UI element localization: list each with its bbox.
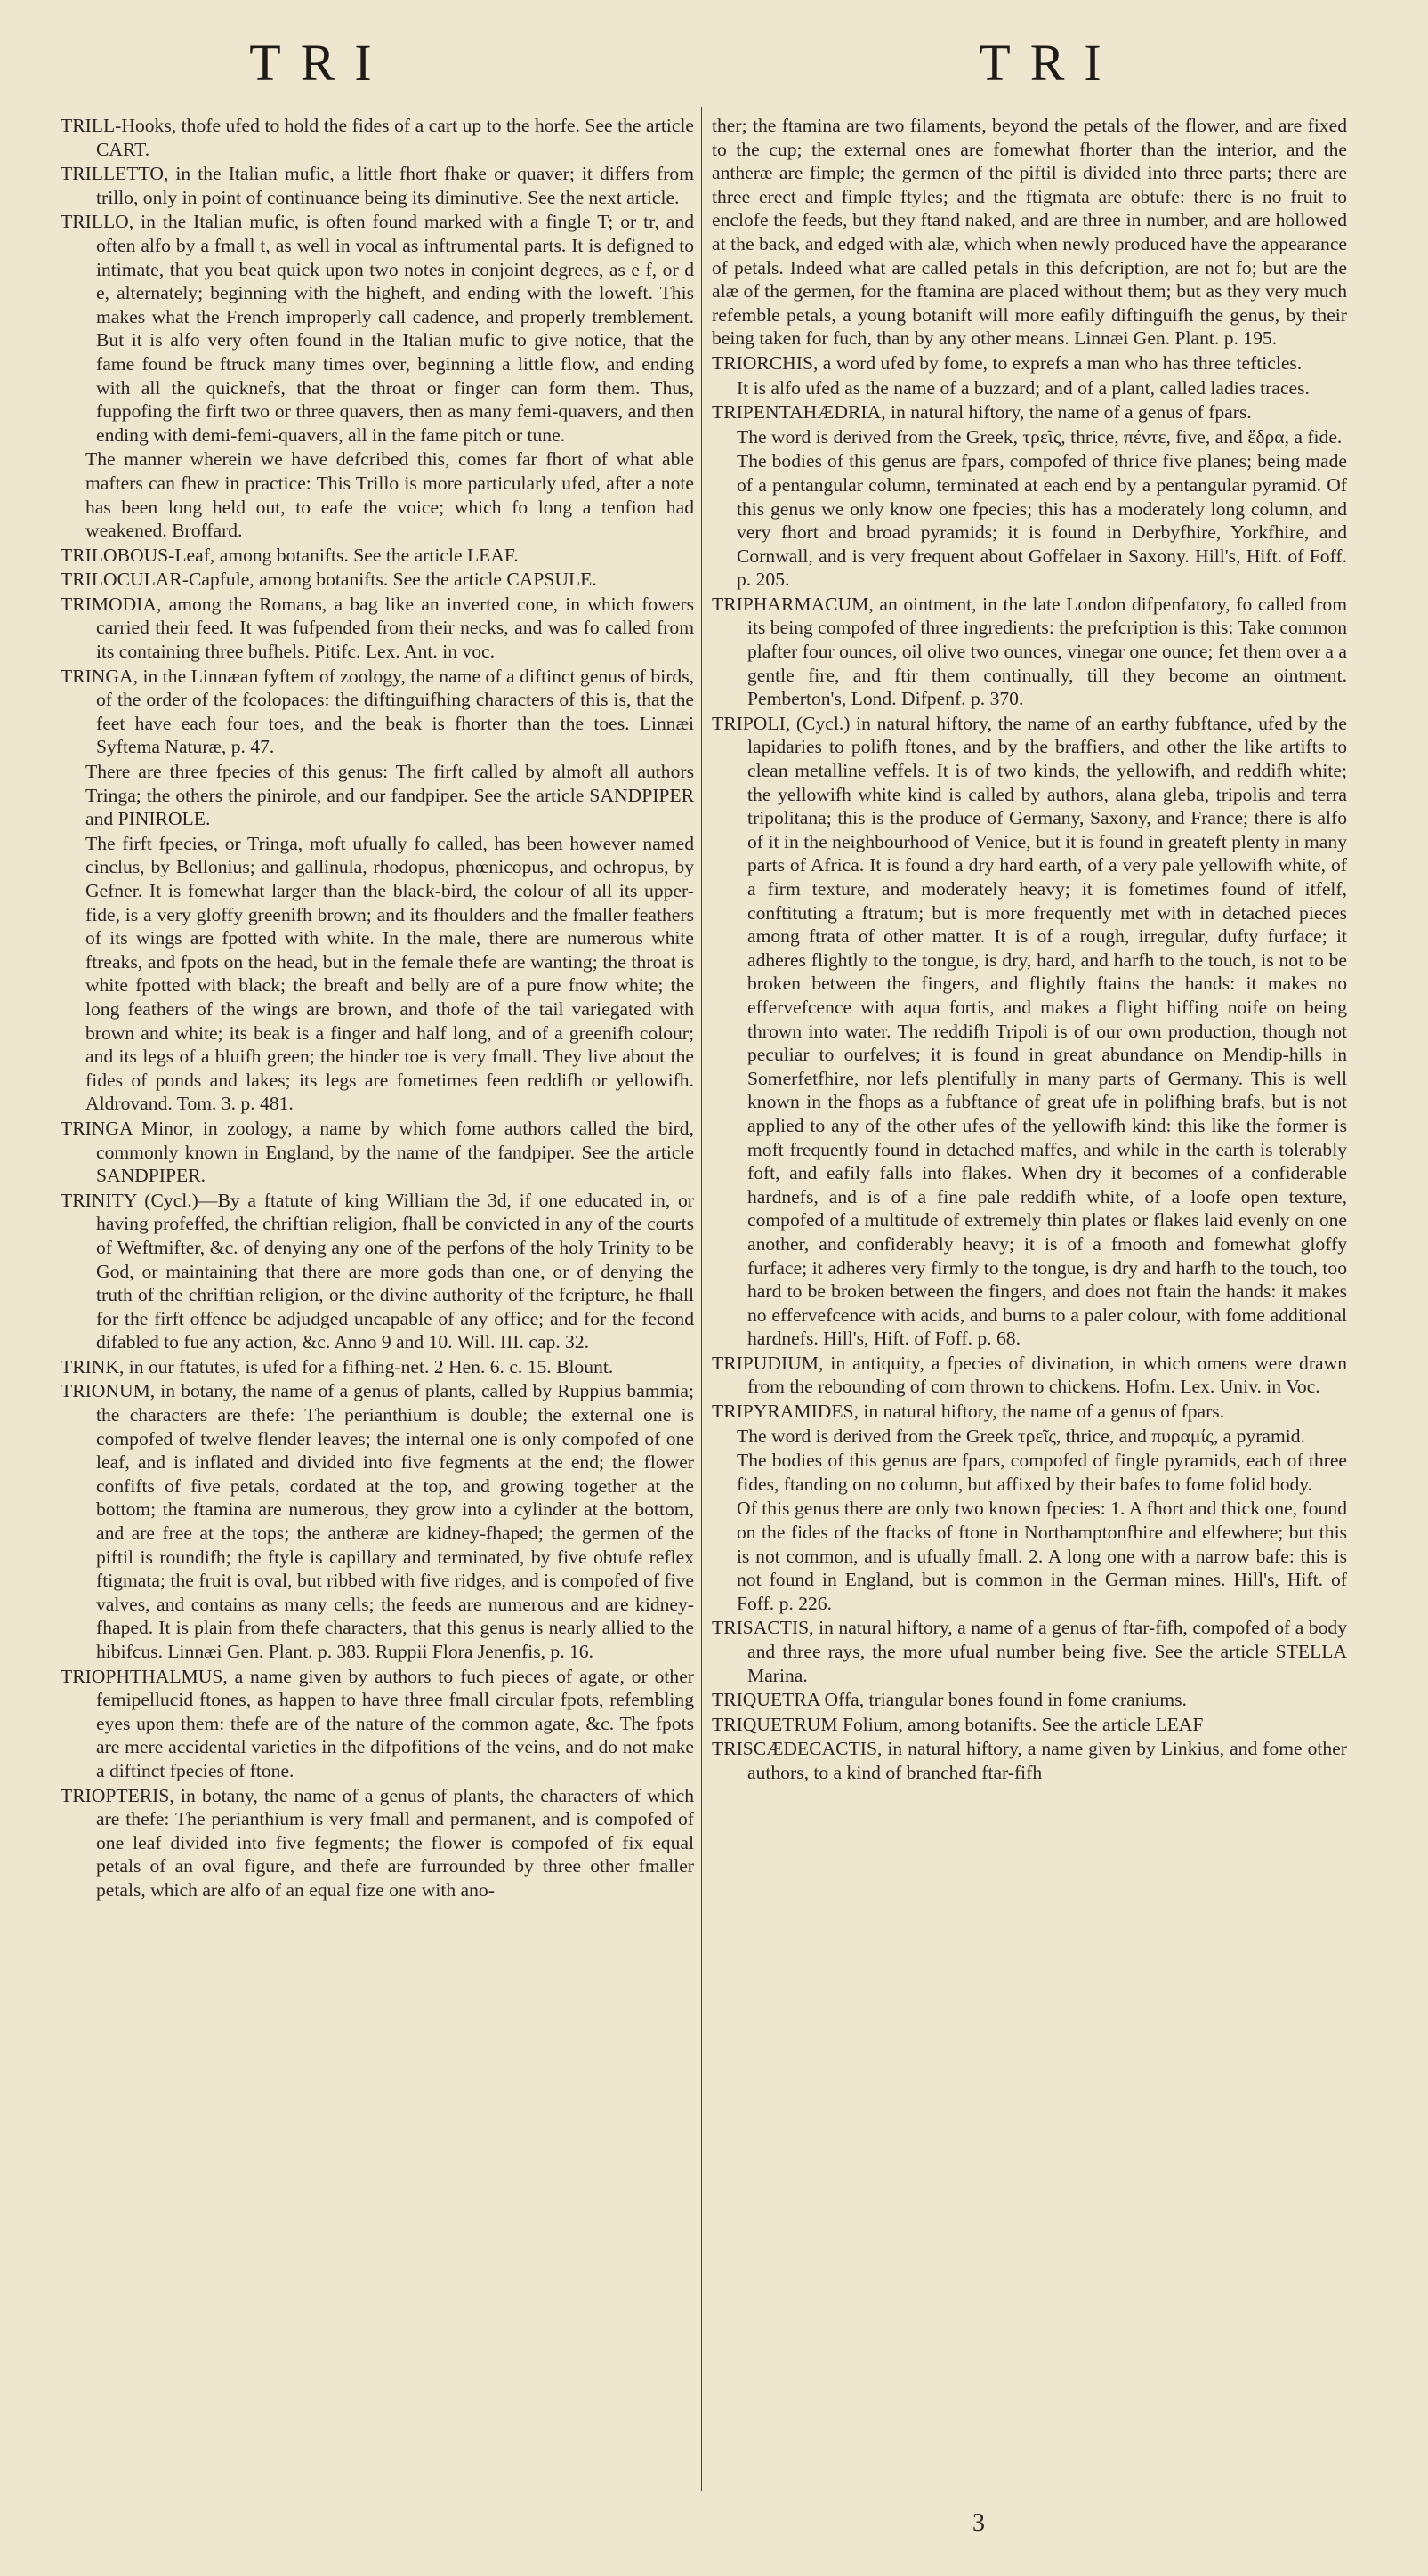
dictionary-entry: TRIQUETRUM Folium, among botanifts. See the article LEAF xyxy=(712,1713,1204,1735)
dictionary-entry: TRIPYRAMIDES, in natural hiftory, the name of a genus of fpars. xyxy=(712,1401,1225,1423)
dictionary-entry: TRINITY (Cycl.)—By a ftatute of king William the 3d, if one educated in, or having profeffed, the chriftian religion, fhall be convicted in any of the courts of Weftmifter, &c. of denying any one of the perfons of the holy Trinity to be God, or maintaining that there are more gods than one, or of denying the truth of the chriftian religion, or the divine authority of the fcripture, he fhall for the firft offence be adjudged uncapable of any office; and for the fecond difabled to fue any action, &c. Anno 9 and 10. Will. III. cap. 32. xyxy=(61,1189,694,1353)
column-divider xyxy=(701,107,702,2491)
dictionary-entry: TRILOCULAR-Capfule, among botanifts. See the article CAPSULE. xyxy=(61,569,597,591)
entry-continuation: The bodies of this genus are fpars, compofed of fingle pyramids, each of three fides, ftanding on no column, but affixed by their bafes to fome folid body. xyxy=(737,1450,1347,1495)
entry-continuation: The bodies of this genus are fpars, compofed of thrice five planes; being made of a pentangular column, terminated at each end by a pentangular pyramid. Of this genus we only know one fpecies; this has a moderately long column, and very fhort and broad pyramids; it is found in Derbyfhire, Yorkfhire, and Cornwall, and is very frequent about Goffelaer in Saxony. Hill's, Hift. of Foff. p. 205. xyxy=(737,450,1347,591)
entry-continuation: The word is derived from the Greek τρεῖς, thrice, and πυραμίς, a pyramid. xyxy=(737,1425,1305,1447)
dictionary-entry: TRIOPTERIS, in botany, the name of a genus of plants, the characters of which are thefe: The perianthium is very fmall and permanent, and is compofed of one leaf divided into five fegments; the flower is compofed of fix equal petals of an oval figure, and thefe are furrounded by three other fmaller petals, which are alfo of an equal fize one with ano- xyxy=(61,1784,694,1901)
dictionary-entry: TRILLETTO, in the Italian mufic, a little fhort fhake or quaver; it differs from trillo, only in point of continuance being its diminutive. See the next article. xyxy=(61,163,694,208)
dictionary-entry: TRIQUETRA Offa, triangular bones found in fome craniums. xyxy=(712,1689,1187,1711)
entry-continuation: Of this genus there are only two known fpecies: 1. A fhort and thick one, found on the fides of the ftacks of ftone in Northamptonfhire and elfewhere; but this is not common, and is ufually fmall. 2. A long one with a narrow bafe: this is not found in England, but is common in the German mines. Hill's, Hift. of Foff. p. 226. xyxy=(737,1498,1347,1614)
page-number: 3 xyxy=(972,2509,985,2537)
dictionary-entry: TRISACTIS, in natural hiftory, a name of a genus of ftar-fifh, compofed of a body and three rays, the more ufual number being five. See the article STELLA Marina. xyxy=(712,1617,1347,1686)
dictionary-entry: TRILL-Hooks, thofe ufed to hold the fides of a cart up to the horfe. See the article CART. xyxy=(61,115,694,160)
dictionary-entry: TRIOPHTHALMUS, a name given by authors to fuch pieces of agate, or other femipellucid ftones, as happen to have three fmall circular fpots, refembling eyes upon them: thefe are of the nature of the common agate, &c. The fpots are mere accidental varieties in the difpofitions of the veins, and do not make a diftinct fpecies of ftone. xyxy=(61,1665,694,1781)
running-head-left: TRI xyxy=(249,34,391,92)
entry-continuation: It is alfo ufed as the name of a buzzard; and of a plant, called ladies traces. xyxy=(737,376,1310,399)
dictionary-entry: TRILLO, in the Italian mufic, is often found marked with a fingle T; or tr, and often alfo by a fmall t, as well in vocal as inftrumental parts. It is defigned to intimate, that you beat quick upon two notes in conjoint degrees, as e f, or d e, alternately; beginning with the higheft, and ending with the loweft. This makes what the French improperly call cadence, and properly tremblement. But it is alfo very often found in the Italian mufic to give notice, that the fame found be ftruck many times over, beginning a little flow, and ending with all the quicknefs, that the throat or finger can form them. Thus, fuppofing the firft two or three quavers, then as many femi-quavers, and then ending with demi-femi-quavers, all in the fame pitch or tune. xyxy=(61,211,694,446)
dictionary-entry: TRIORCHIS, a word ufed by fome, to exprefs a man who has three tefticles. xyxy=(712,351,1303,374)
dictionary-entry: TRIPOLI, (Cycl.) in natural hiftory, the name of an earthy fubftance, ufed by the lapidaries to polifh ftones, and by the braffiers, and other the like artifts to clean metalline veffels. It is of two kinds, the yellowifh, and reddifh white; the yellowifh white kind is called by authors, alana gleba, tripolis and terra tripolitana; this is the produce of Germany, Saxony, and France; there is alfo of it in the neighbourhood of Venice, but it is found in greateft plenty in many parts of Africa. It is found a dry hard earth, of a very pale yellowifh white, of a firm texture, and moderately heavy; it is fometimes found of itfelf, conftituting a ftratum; but is more frequently met with in detached pieces among ftrata of other matter. It is of a rough, irregular, dufty furface; it adheres flightly to the tongue, is dry, hard, and harfh to the touch, is not to be broken between the fingers, and flightly ftains the hands: it makes no effervefcence with aqua fortis, and makes a flight hiffing noife on being thrown into water. The reddifh Tripoli is of our own production, though not peculiar to ourfelves; it is found in great abundance on Mendip-hills in Somerfetfhire, nor lefs plentifully in many parts of Germany. This is well known in the fhops as a fubftance of great ufe in polifhing brafs, but is not applied to any of the other ufes of the yellowifh kind: this like the former is moft frequently found in detached maffes, and while in the earth is tolerably foft, and eafily falls into flakes. When dry it becomes of a confiderable hardnefs, and is of a fine pale reddifh white, of a loofe open texture, compofed of a multitude of extremely thin plates or flakes laid evenly on one another, and confiderably heavy; it is of a fmooth and fomewhat gloffy furface; it adheres very firmly to the tongue, is dry and harfh to the touch, too hard to be broken between the fingers, and does not ftain the hands: it makes no effervefcence with acids, and burns to a paler colour, with fome additional hardnefs. Hill's, Hift. of Foff. p. 68. xyxy=(712,712,1347,1350)
entry-continuation: The manner wherein we have defcribed this, comes far fhort of what able mafters can fhew in practice: This Trillo is more particularly ufed, after a note has been long held out, to eafe the voice; which fo long a tenfion had weakened. Broffard. xyxy=(85,448,694,542)
dictionary-entry: TRINGA Minor, in zoology, a name by which fome authors called the bird, commonly known in England, by the name of the fandpiper. See the article SANDPIPER. xyxy=(61,1117,694,1187)
dictionary-entry: TRIPENTAHÆDRIA, in natural hiftory, the name of a genus of fpars. xyxy=(712,401,1252,424)
right-column xyxy=(712,114,1347,2576)
running-head-right: TRI xyxy=(979,34,1121,92)
entry-continuation: The word is derived from the Greek, τρεῖς, thrice, πέντε, five, and ἕδρα, a fide. xyxy=(737,425,1343,448)
dictionary-entry: TRIMODIA, among the Romans, a bag like an inverted cone, in which fowers carried their feed. It was fufpended from their necks, and was fo called from its containing three bufhels. Pitifc. Lex. Ant. in voc. xyxy=(61,593,694,663)
entry-continuation: The firft fpecies, or Tringa, moft ufually fo called, has been however named cinclus, by Bellonius; and gallinula, rhodopus, phœnicopus, and ochropus, by Gefner. It is fomewhat larger than the black-bird, the colour of all its upper-fide, is a very gloffy greenifh brown; and its fhoulders and the fmaller feathers of its wings are fpotted with white. In the male, there are numerous white ftreaks, and fpots on the head, but in the female thefe are wanting; the throat is white fpotted with black; the breaft and belly are of a pure fnow white; the long feathers of the wings are brown, and thofe of the tail variegated with brown and white; its beak is a finger and half long, and of a greenifh colour; and its legs of a bluifh green; the hinder toe is very fmall. They live about the fides of ponds and lakes; its legs are fometimes feen reddifh or yellowifh. Aldrovand. Tom. 3. p. 481. xyxy=(85,832,694,1115)
entry-continuation: There are three fpecies of this genus: The firft called by almoft all authors Tringa; the others the pinirole, and our fandpiper. See the article SANDPIPER and PINIROLE. xyxy=(85,761,694,830)
dictionary-entry: TRINGA, in the Linnæan fyftem of zoology, the name of a diftinct genus of birds, of the order of the fcolopaces: the diftinguifhing characters of this is, that the feet have each four toes, and the beak is fhorter than the toes. Linnæi Syftema Naturæ, p. 47. xyxy=(61,665,694,758)
dictionary-entry: TRINK, in our ftatutes, is ufed for a fifhing-net. 2 Hen. 6. c. 15. Blount. xyxy=(61,1355,614,1377)
dictionary-entry: TRIONUM, in botany, the name of a genus of plants, called by Ruppius bammia; the characters are thefe: The perianthium is double; the external one is compofed of twelve flender leaves; the internal one is only compofed of one leaf, and is inflated and divided into five fegments at the end; the flower confifts of five petals, cordated at the top, and growing together at the bottom; the ftamina are numerous, they grow into a cylinder at the bottom, and are free at the tops; the antheræ are kidney-fhaped; the germen of the piftil is roundifh; the ftyle is capillary and terminated, by five obtufe reflex ftigmata; the fruit is oval, but ribbed with five ridges, and is compofed of five valves, and contains as many cells; the feeds are numerous and are kidney-fhaped. It is plain from thefe characters, that this genus is nearly allied to the hibifcus. Linnæi Gen. Plant. p. 383. Ruppii Flora Jenenfis, p. 16. xyxy=(61,1380,694,1662)
entry-continuation: ther; the ftamina are two filaments, beyond the petals of the flower, and are fixed to the cup; the external ones are fomewhat fhorter than the interior, and the antheræ are fimple; the germen of the piftil is divided into three parts; there are three erect and fimple ftyles; and the ftigmata are obtufe: there is no fruit to enclofe the feeds, but they ftand naked, and are three in number, and are hollowed at the back, and edged with alæ, which when newly produced have the appearance of petals. Indeed what are called petals in this defcription, are not fo; but are the alæ of the germen, for the ftamina are placed without them; but as they very much refemble petals, a young botanift will more eafily diftinguifh the genus, by their being taken for fuch, than by any other means. Linnæi Gen. Plant. p. 195. xyxy=(712,115,1347,350)
dictionary-entry: TRIPHARMACUM, an ointment, in the late London difpenfatory, fo called from its being compofed of three ingredients: the prefcription is this: Take common plafter four ounces, oil olive two ounces, vinegar one ounce; fet them over a a gentle fire, and ftir them continually, till they become an ointment. Pemberton's, Lond. Difpenf. p. 370. xyxy=(712,593,1347,710)
dictionary-entry: TRISCÆDECACTIS, in natural hiftory, a name given by Linkius, and fome other authors, to a kind of branched ftar-fifh xyxy=(712,1738,1347,1783)
dictionary-entry: TRIPUDIUM, in antiquity, a fpecies of divination, in which omens were drawn from the rebounding of corn thrown to chickens. Hofm. Lex. Univ. in Voc. xyxy=(712,1352,1347,1398)
left-column xyxy=(61,114,694,2576)
dictionary-entry: TRILOBOUS-Leaf, among botanifts. See the article LEAF. xyxy=(61,544,519,566)
